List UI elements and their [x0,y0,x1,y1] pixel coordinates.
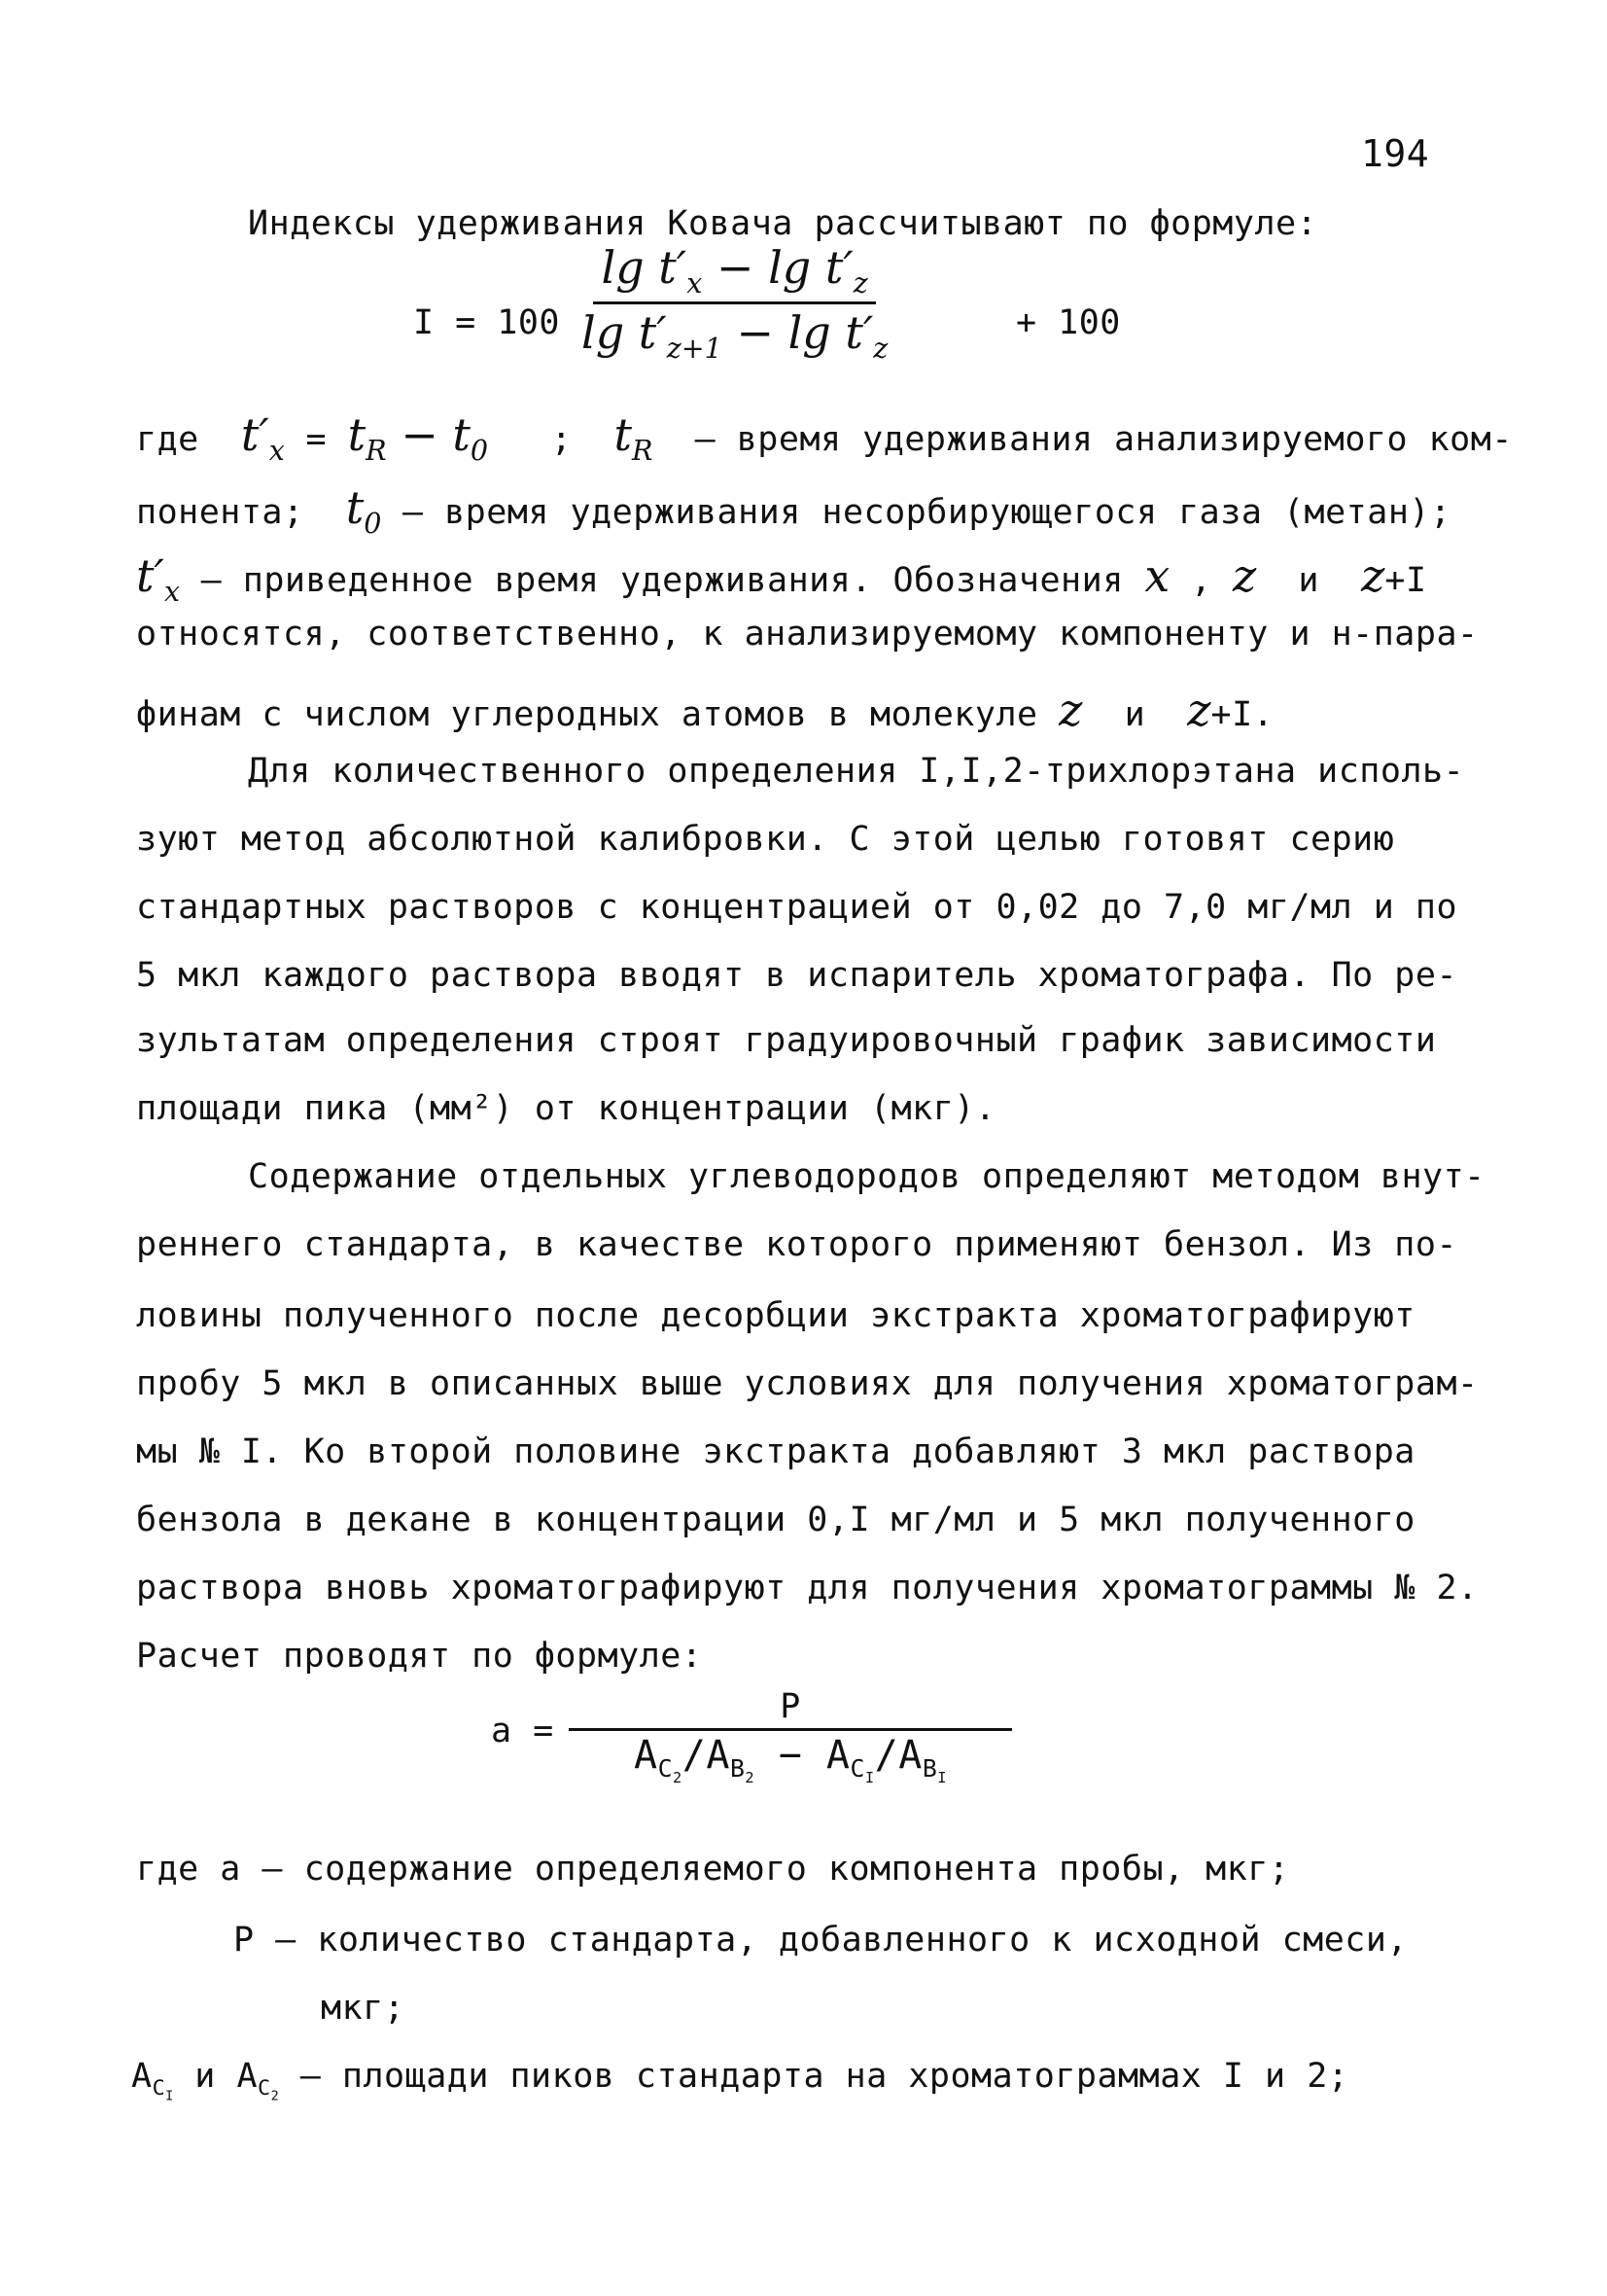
where-line-2: понента; $t_0$ – время удерживания несорбирующегося газа (метан); [136,481,1451,541]
def-line-1: где a – содержание определяемого компонента пробы, мкг; [136,1850,1290,1889]
calibration-line-6: площади пика (мм²) от концентрации (мкг). [136,1089,996,1128]
formula-a-lhs: a = [491,1712,554,1750]
calibration-line-3: стандартных растворов с концентрацией от 0,02 до 7,0 мг/мл и по [136,888,1458,927]
internal-line-1: Содержание отдельных углеводородов определяют методом внут- [248,1157,1485,1196]
where-line-3: $t'_x$ – приведенное время удерживания. Обозначения x , z и z+I [136,549,1427,609]
formula-a-fraction [569,1687,1012,1786]
page-number: 194 [1361,132,1430,175]
internal-line-2: реннего стандарта, в качестве которого применяют бензол. Из по- [136,1225,1458,1264]
internal-line-7: раствора вновь хроматографируют для получения хроматограммы № 2. [136,1569,1479,1607]
calibration-line-4: 5 мкл каждого раствора вводят в испаритель хроматографа. По ре- [136,956,1458,995]
kovats-lhs: I = 100 [413,303,561,342]
where-line-1: где $t'_x = t_R - t_0$ ; $t_R$ – время удерживания анализируемого ком- [136,408,1513,468]
calibration-line-1: Для количественного определения I,I,2-трихлорэтана исполь- [248,752,1465,791]
internal-line-8: Расчет проводят по формуле: [136,1637,703,1676]
def-line-3: мкг; [321,1989,405,2028]
kovats-numerator: $\lg t'_x - \lg t'_z$ [593,241,875,304]
calibration-line-2: зуют метод абсолютной калибровки. С этой целью готовят серию [136,820,1395,859]
intro-paragraph: Индексы удерживания Ковача рассчитывают по формуле: [248,204,1318,243]
internal-line-5: мы № I. Ко второй половине экстракта добавляют 3 мкл раствора [136,1432,1415,1471]
def-line-2: P – количество стандарта, добавленного к исходной смеси, [233,1921,1409,1960]
calibration-line-5: зультатам определения строят градуировочный график зависимости [136,1021,1437,1060]
where-line-4: относятся, соответственно, к анализируемому компоненту и н-пара- [136,615,1479,653]
kovats-rhs: + 100 [1016,303,1121,342]
internal-line-4: пробу 5 мкл в описанных выше условиях для получения хроматограм- [136,1364,1479,1403]
internal-line-3: ловины полученного после десорбции экстракта хроматографируют [136,1296,1415,1335]
where-line-5: финам с числом углеродных атомов в молекуле z и z+I. [136,684,1275,736]
internal-line-6: бензола в декане в концентрации 0,I мг/мл и 5 мкл полученного [136,1501,1415,1539]
formula-a-denominator: $A_{C_2}/A_{B_2} - A_{C_I}/A_{B_I}$ [633,1733,947,1786]
kovats-fraction [574,241,895,365]
kovats-denominator: $\lg t'_{z+1} - \lg t'_z$ [581,306,889,366]
def-line-4: $A_{C_I}$ и $A_{C_2}$ – площади пиков стандарта на хроматограммах I и 2; [131,2057,1349,2104]
formula-a-numerator: P [569,1687,1012,1731]
